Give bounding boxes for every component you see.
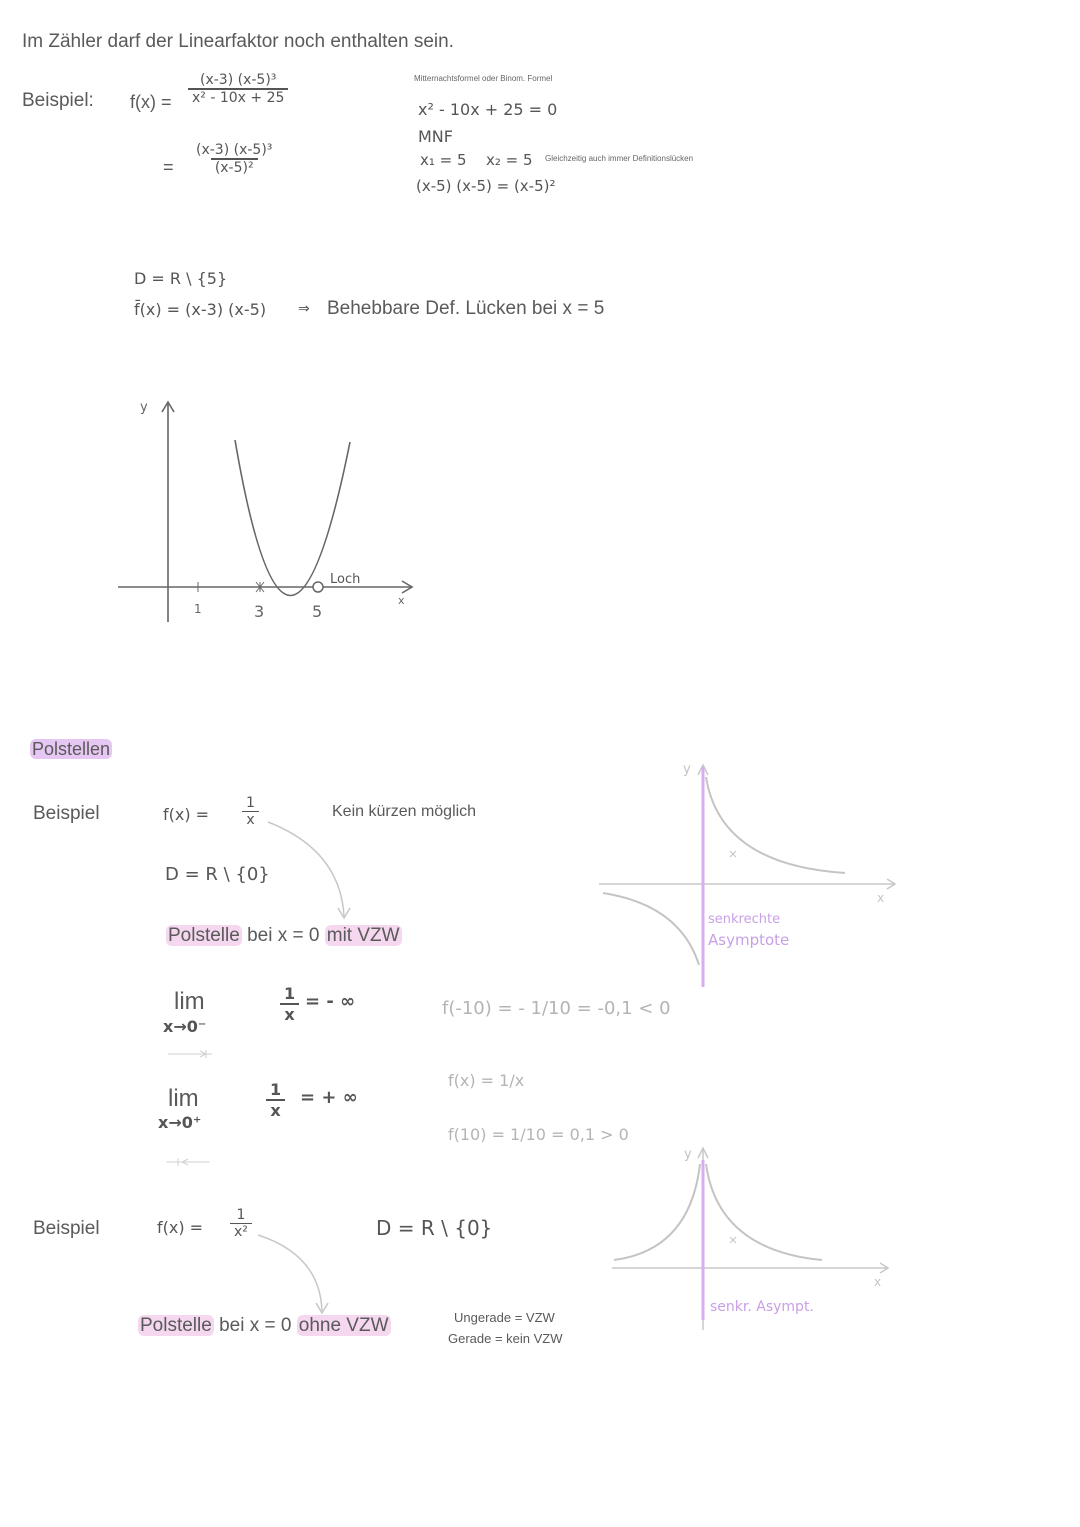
- poles-ex2-label: Beispiel: [33, 1218, 100, 1239]
- lim2-result: = + ∞: [300, 1087, 358, 1108]
- lim1-num: 1: [284, 984, 296, 1003]
- graph3-branch-left: [614, 1164, 700, 1260]
- side-equation: x² - 10x + 25 = 0: [418, 100, 558, 119]
- example1-conclusion: Behebbare Def. Lücken bei x = 5: [327, 298, 605, 319]
- calc-fx: f(x) = 1/x: [448, 1071, 525, 1090]
- graph1-y-label: y: [140, 400, 148, 415]
- branch-right: [706, 777, 845, 873]
- poles-ex2-domain: D = R \ {0}: [376, 1216, 493, 1240]
- lim2-subscript: x→0⁺: [158, 1113, 202, 1132]
- graph1-tick5-label: 5: [312, 602, 323, 621]
- graph1-tick1-label: 1: [194, 602, 202, 616]
- lim1-numberline: [166, 1046, 216, 1072]
- example1-reduced: f̄(x) = (x-3) (x-5): [134, 300, 267, 319]
- lim2-numberline: [164, 1154, 214, 1180]
- fraction1-denominator: x² - 10x + 25: [188, 88, 288, 106]
- example1-equals: =: [163, 157, 174, 177]
- implies-arrow: ⇒: [298, 301, 310, 317]
- graph1-tick3-label: 3: [254, 602, 265, 621]
- poles-heading: [30, 739, 112, 760]
- pole-mid: bei x = 0: [241, 925, 325, 946]
- example1-label: Beispiel:: [22, 90, 94, 111]
- graph2-y-label: y: [683, 762, 691, 777]
- lim2-word: lim: [168, 1085, 199, 1112]
- fraction1-numerator: (x-3) (x-5)³: [200, 72, 277, 88]
- graph3-y-label: y: [684, 1147, 692, 1162]
- graph3-x-label: x: [874, 1275, 882, 1289]
- graph1-x-label: x: [398, 594, 405, 607]
- lim1-subscript: x→0⁻: [163, 1017, 207, 1036]
- example1-domain: D = R \ {5}: [134, 269, 228, 288]
- example1-fraction2: [192, 142, 276, 176]
- calc-f-10: f(10) = 1/10 = 0,1 > 0: [448, 1125, 629, 1144]
- graph3-branch-right: [706, 1164, 822, 1260]
- poles-ex2-fraction: [230, 1207, 252, 1240]
- asymptote-label-1: senkrechte: [708, 912, 781, 927]
- intro-text: Im Zähler darf der Linearfaktor noch enthalten sein.: [22, 31, 454, 52]
- poles-ex2-statement: [138, 1315, 391, 1337]
- poles-ex1-fx: f(x) =: [163, 805, 210, 824]
- poles-ex2-num: 1: [236, 1207, 246, 1223]
- asymptote-label-2: Asymptote: [708, 931, 790, 949]
- lim1-word: lim: [174, 988, 205, 1015]
- rule-odd: Ungerade = VZW: [454, 1310, 555, 1325]
- poles-ex1-statement: [166, 925, 402, 947]
- calc-f-minus-10: f(-10) = - 1/10 = -0,1 < 0: [442, 998, 671, 1019]
- side-x1: x₁ = 5: [420, 151, 467, 169]
- branch-left: [603, 893, 699, 965]
- example1-fx: f(x) =: [130, 92, 172, 112]
- lim1-result: = - ∞: [305, 991, 356, 1012]
- poles-ex1-label: Beispiel: [33, 803, 100, 824]
- lim2-num: 1: [270, 1080, 282, 1099]
- graph2-x-label: x: [877, 891, 885, 905]
- lim1-fraction: [280, 984, 299, 1024]
- graph3-asymptote-label: senkr. Asympt.: [710, 1299, 814, 1315]
- hole-marker: [313, 582, 323, 592]
- lim2-fraction: [266, 1080, 285, 1120]
- side-mnf: MNF: [418, 127, 453, 146]
- poles-ex1-den: x: [242, 811, 258, 828]
- side-factorization: (x-5) (x-5) = (x-5)²: [416, 177, 556, 195]
- pole2-end: ohne VZW: [298, 1315, 389, 1336]
- example1-fraction1: [188, 72, 288, 106]
- poles-ex2-pointer-arrow: [250, 1225, 340, 1320]
- side-note: Gleichzeitig auch immer Definitionslücken: [545, 154, 694, 163]
- pole2-word: Polstelle: [140, 1315, 212, 1336]
- poles-ex2-fx: f(x) =: [157, 1218, 204, 1237]
- pole-end: mit VZW: [326, 925, 400, 946]
- poles-ex1-num: 1: [246, 795, 255, 811]
- pole2-mid: bei x = 0: [213, 1315, 297, 1336]
- poles-ex1-note: Kein kürzen möglich: [332, 803, 477, 820]
- pole-word: Polstelle: [168, 925, 240, 946]
- rule-even: Gerade = kein VZW: [448, 1331, 563, 1346]
- poles-ex1-domain: D = R \ {0}: [165, 864, 270, 885]
- lim2-den: x: [266, 1099, 284, 1120]
- side-title: Mitternachtsformel oder Binom. Formel: [414, 74, 553, 83]
- hole-label: Loch: [330, 572, 361, 587]
- poles-ex2-den: x²: [230, 1223, 252, 1240]
- poles-ex1-pointer-arrow: [240, 810, 370, 925]
- lim1-den: x: [280, 1003, 298, 1024]
- poles-heading-text: Polstellen: [32, 739, 111, 759]
- parabola-graph: [100, 390, 430, 650]
- side-x2: x₂ = 5: [486, 151, 533, 169]
- fraction2-denominator: (x-5)²: [211, 158, 258, 176]
- reciprocal-graph: [595, 755, 905, 995]
- reciprocal-square-graph: [608, 1140, 898, 1340]
- fraction2-numerator: (x-3) (x-5)³: [196, 142, 273, 158]
